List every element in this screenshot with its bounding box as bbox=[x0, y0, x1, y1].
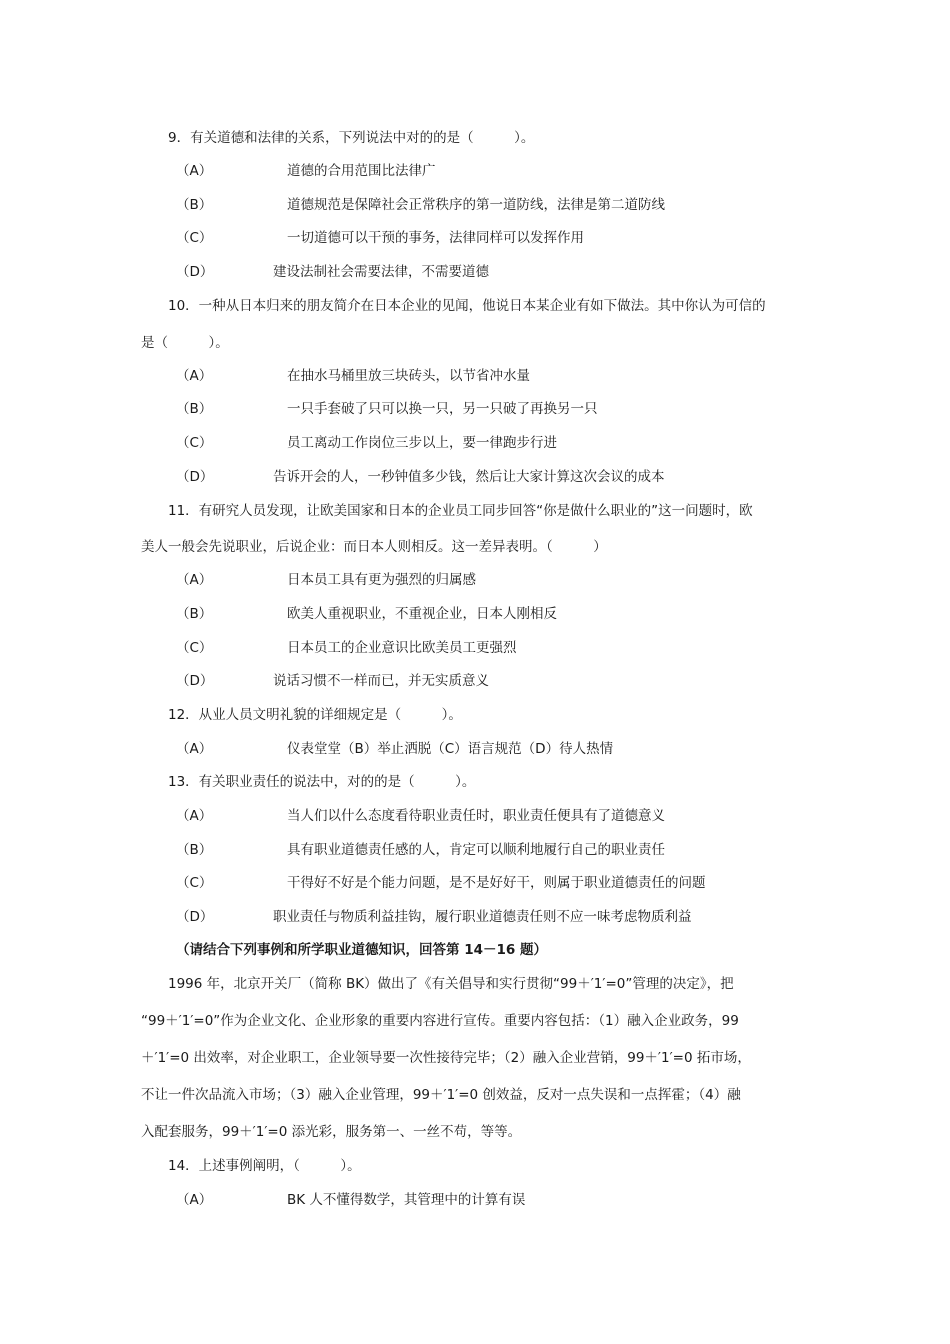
q10-option-c-text: 员工离动工作岗位三步以上，要一律跑步行进 bbox=[287, 435, 557, 451]
q10-option-a-label: （A） bbox=[176, 368, 213, 384]
case-paragraph-line3: ＋′1′=0 出效率，对企业职工，企业领导要一次性接待完毕；（2）融入企业营销，99＋′1′=0 拓市场， bbox=[141, 1050, 751, 1066]
case-paragraph-line5: 入配套服务，99＋′1′=0 添光彩，服务第一、一丝不苟，等等。 bbox=[141, 1124, 522, 1140]
q9-option-a-text: 道德的合用范围比法律广 bbox=[287, 163, 436, 179]
q13-option-d-text: 职业责任与物质利益挂钩，履行职业道德责任则不应一味考虑物质利益 bbox=[273, 909, 692, 925]
q11-option-d-label: （D） bbox=[176, 673, 214, 689]
q13-option-b-text: 具有职业道德责任感的人，肯定可以顺利地履行自己的职业责任 bbox=[287, 842, 665, 858]
q11-option-c-label: （C） bbox=[176, 640, 213, 656]
q9-option-a-label: （A） bbox=[176, 163, 213, 179]
q11-option-a-label: （A） bbox=[176, 572, 213, 588]
q13-option-a-label: （A） bbox=[176, 808, 213, 824]
q10-option-d-label: （D） bbox=[176, 469, 214, 485]
question-14-stem: 14．上述事例阐明，（ ）。 bbox=[168, 1158, 361, 1174]
q9-option-c-text: 一切道德可以干预的事务，法律同样可以发挥作用 bbox=[287, 230, 584, 246]
q9-option-d-text: 建设法制社会需要法律，不需要道德 bbox=[273, 264, 489, 280]
question-10-stem-line2: 是（ ）。 bbox=[141, 335, 229, 351]
q14-option-a-label: （A） bbox=[176, 1192, 213, 1208]
q11-option-b-text: 欧美人重视职业，不重视企业，日本人刚相反 bbox=[287, 606, 557, 622]
q10-option-c-label: （C） bbox=[176, 435, 213, 451]
q11-option-a-text: 日本员工具有更为强烈的归属感 bbox=[287, 572, 476, 588]
section-heading: （请结合下列事例和所学职业道德知识，回答第 14－16 题） bbox=[176, 942, 547, 958]
q9-option-d-label: （D） bbox=[176, 264, 214, 280]
q9-option-b-text: 道德规范是保障社会正常秩序的第一道防线，法律是第二道防线 bbox=[287, 197, 665, 213]
q9-option-c-label: （C） bbox=[176, 230, 213, 246]
question-11-stem-line2: 美人一般会先说职业，后说企业：而日本人则相反。这一差异表明。（ ） bbox=[141, 539, 607, 555]
q11-option-d-text: 说话习惯不一样而已，并无实质意义 bbox=[273, 673, 489, 689]
case-paragraph-line2: “99＋′1′=0”作为企业文化、企业形象的重要内容进行宣传。重要内容包括：（1）融入企业政务，99 bbox=[141, 1013, 739, 1029]
q12-option-a-label: （A） bbox=[176, 741, 213, 757]
question-10-stem-line1: 10．一种从日本归来的朋友简介在日本企业的见闻，他说日本某企业有如下做法。其中你认为可信的 bbox=[168, 298, 766, 314]
q10-option-d-text: 告诉开会的人，一秒钟值多少钱，然后让大家计算这次会议的成本 bbox=[273, 469, 665, 485]
q9-option-b-label: （B） bbox=[176, 197, 213, 213]
question-9-stem: 9．有关道德和法律的关系，下列说法中对的的是（ ）。 bbox=[168, 130, 535, 146]
q13-option-c-text: 干得好不好是个能力问题，是不是好好干，则属于职业道德责任的问题 bbox=[287, 875, 706, 891]
q11-option-c-text: 日本员工的企业意识比欧美员工更强烈 bbox=[287, 640, 517, 656]
case-paragraph-line4: 不让一件次品流入市场；（3）融入企业管理，99＋′1′=0 创效益，反对一点失误和一点挥霍；（4）融 bbox=[141, 1087, 741, 1103]
q13-option-b-label: （B） bbox=[176, 842, 213, 858]
q14-option-a-text: BK 人不懂得数学，其管理中的计算有误 bbox=[287, 1192, 526, 1208]
q12-options-text: 仪表堂堂（B）举止洒脱（C）语言规范（D）待人热情 bbox=[287, 741, 614, 757]
q10-option-a-text: 在抽水马桶里放三块砖头，以节省冲水量 bbox=[287, 368, 530, 384]
q13-option-c-label: （C） bbox=[176, 875, 213, 891]
q11-option-b-label: （B） bbox=[176, 606, 213, 622]
case-paragraph-line1: 1996 年，北京开关厂（简称 BK）做出了《有关倡导和实行贯彻“99＋′1′=0”管理的决定》，把 bbox=[168, 976, 734, 992]
question-13-stem: 13．有关职业责任的说法中，对的的是（ ）。 bbox=[168, 774, 476, 790]
q10-option-b-text: 一只手套破了只可以换一只，另一只破了再换另一只 bbox=[287, 401, 598, 417]
question-11-stem-line1: 11．有研究人员发现，让欧美国家和日本的企业员工同步回答“你是做什么职业的”这一问题时，欧 bbox=[168, 503, 753, 519]
q13-option-d-label: （D） bbox=[176, 909, 214, 925]
q10-option-b-label: （B） bbox=[176, 401, 213, 417]
question-12-stem: 12．从业人员文明礼貌的详细规定是（ ）。 bbox=[168, 707, 462, 723]
q13-option-a-text: 当人们以什么态度看待职业责任时，职业责任便具有了道德意义 bbox=[287, 808, 665, 824]
